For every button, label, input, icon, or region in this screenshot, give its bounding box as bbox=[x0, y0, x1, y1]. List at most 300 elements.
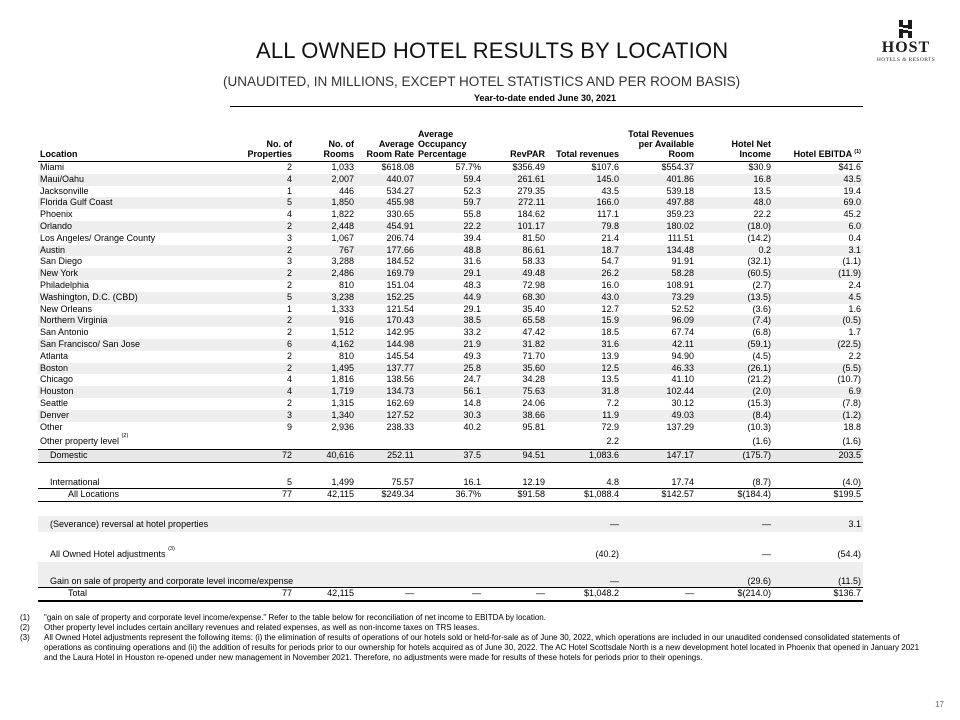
cell-ebitda: (54.4) bbox=[837, 548, 861, 559]
cell-location: Austin bbox=[38, 245, 238, 257]
cell-properties: 6 bbox=[238, 339, 294, 351]
cell-rate: 184.52 bbox=[386, 256, 414, 267]
cell-ebitda: 6.0 bbox=[773, 221, 863, 233]
cell-net-income: (1.6) bbox=[752, 436, 771, 447]
cell-properties: 2 bbox=[238, 245, 294, 257]
host-logo bbox=[870, 20, 942, 64]
cell-properties: 72 bbox=[238, 450, 294, 463]
cell-occupancy: 52.3 bbox=[463, 185, 481, 196]
table-row bbox=[38, 256, 863, 268]
footnote-ref: (3) bbox=[168, 545, 175, 552]
cell-occupancy: 40.2 bbox=[463, 421, 481, 432]
cell-rate: 238.33 bbox=[386, 421, 414, 432]
table-header-row bbox=[38, 128, 863, 162]
cell-trevpar: 67.74 bbox=[671, 327, 694, 338]
cell-ebitda: 2.2 bbox=[848, 350, 861, 361]
cell-location: Maui/Oahu bbox=[38, 174, 238, 186]
cell-trevpar: — bbox=[621, 588, 696, 601]
row-label bbox=[38, 433, 238, 450]
cell-occupancy: 33.2 bbox=[463, 327, 481, 338]
cell-ebitda: (11.9) bbox=[773, 268, 863, 280]
cell-properties: 2 bbox=[238, 315, 294, 327]
cell-rooms: 1,499 bbox=[294, 477, 356, 489]
cell-net-income: $(184.4) bbox=[696, 489, 773, 502]
cell-location: Philadelphia bbox=[40, 279, 90, 290]
cell-properties: 1 bbox=[286, 303, 292, 314]
footnote-text: "gain on sale of property and corporate level income/expense." Refer to the table below for reconciliation of net income to EBITDA by location. bbox=[44, 613, 546, 622]
cell-net-income: (4.5) bbox=[752, 350, 771, 361]
cell-total-revenues: — bbox=[547, 516, 621, 532]
cell-rate: 144.98 bbox=[356, 339, 416, 351]
cell-total-revenues: 117.1 bbox=[597, 209, 619, 220]
cell-location: Atlanta bbox=[40, 350, 69, 361]
cell-net-income: (8.7) bbox=[696, 477, 773, 489]
cell-occupancy: 21.9 bbox=[416, 339, 483, 351]
cell-net-income: — bbox=[762, 548, 771, 559]
cell-trevpar: 497.88 bbox=[621, 197, 696, 209]
cell-total-revenues: 31.6 bbox=[547, 339, 621, 351]
cell-ebitda: (5.5) bbox=[773, 363, 863, 375]
cell-rooms: 1,495 bbox=[294, 363, 356, 375]
cell-location: New Orleans bbox=[40, 303, 93, 314]
table-row bbox=[38, 221, 863, 233]
cell-occupancy: 29.1 bbox=[416, 268, 483, 280]
cell-revpar: 101.17 bbox=[483, 221, 547, 233]
cell-trevpar: 46.33 bbox=[621, 363, 696, 375]
cell-rooms: 2,936 bbox=[331, 421, 354, 432]
cell-ebitda: 2.4 bbox=[848, 279, 861, 290]
cell-ebitda: 45.2 bbox=[843, 209, 861, 220]
cell-net-income: (2.7) bbox=[752, 279, 771, 290]
cell-rooms: 1,850 bbox=[294, 197, 356, 209]
cell-occupancy: 24.7 bbox=[463, 374, 481, 385]
table-row bbox=[38, 162, 863, 174]
cell-net-income: 48.0 bbox=[696, 197, 773, 209]
cell-total-revenues: 4.8 bbox=[547, 477, 621, 489]
cell-location: Jacksonville bbox=[40, 185, 89, 196]
cell-net-income: (15.3) bbox=[747, 397, 771, 408]
cell-ebitda: (10.7) bbox=[837, 374, 861, 385]
table-row bbox=[38, 174, 863, 186]
cell-total-revenues: 43.5 bbox=[601, 185, 619, 196]
cell-rooms: 1,067 bbox=[331, 232, 354, 243]
cell-trevpar: 147.17 bbox=[621, 450, 696, 463]
cell-properties: 4 bbox=[286, 374, 292, 385]
row-label: All Locations bbox=[38, 489, 238, 502]
cell-total-revenues: 145.0 bbox=[547, 174, 621, 186]
table-row bbox=[38, 186, 863, 198]
gain-on-sale-row bbox=[38, 562, 863, 588]
domestic-row bbox=[38, 450, 863, 463]
cell-location: Northern Virginia bbox=[38, 315, 238, 327]
cell-trevpar: 96.09 bbox=[621, 315, 696, 327]
cell-occupancy: 30.3 bbox=[416, 410, 483, 422]
table-row bbox=[38, 233, 863, 245]
cell-net-income: (18.0) bbox=[696, 221, 773, 233]
cell-occupancy: 25.8 bbox=[416, 363, 483, 375]
table-row bbox=[38, 268, 863, 280]
cell-trevpar: 30.12 bbox=[671, 397, 694, 408]
cell-total-revenues: 18.5 bbox=[601, 327, 619, 338]
page-number: 17 bbox=[935, 700, 944, 709]
cell-occupancy: 31.6 bbox=[463, 256, 481, 267]
cell-net-income: (13.5) bbox=[696, 292, 773, 304]
cell-properties: 2 bbox=[286, 162, 292, 172]
col-header-occupancy: Average Occupancy Percentage bbox=[416, 128, 483, 162]
cell-total-revenues: $1,048.2 bbox=[547, 588, 621, 601]
table-row bbox=[38, 339, 863, 351]
cell-ebitda: 3.1 bbox=[773, 245, 863, 257]
cell-location: Phoenix bbox=[40, 209, 73, 220]
cell-rooms: 42,115 bbox=[294, 588, 356, 601]
cell-revpar: 94.51 bbox=[483, 450, 547, 463]
cell-ebitda: 19.4 bbox=[843, 185, 861, 196]
col-header-revpar: RevPAR bbox=[483, 128, 547, 162]
cell-revpar: 58.33 bbox=[522, 256, 545, 267]
cell-occupancy: 22.2 bbox=[416, 221, 483, 233]
cell-revpar: 184.62 bbox=[517, 209, 545, 220]
footnotes bbox=[20, 613, 920, 663]
cell-revpar: $356.49 bbox=[512, 162, 545, 172]
cell-properties: 3 bbox=[286, 256, 292, 267]
cell-revpar: 279.35 bbox=[517, 185, 545, 196]
footnote-number: (3) bbox=[20, 633, 30, 642]
cell-trevpar: 42.11 bbox=[621, 339, 696, 351]
cell-rate: 252.11 bbox=[356, 450, 416, 463]
cell-rate: $618.08 bbox=[381, 162, 414, 172]
cell-properties: 5 bbox=[238, 292, 294, 304]
cell-properties: 5 bbox=[238, 197, 294, 209]
cell-ebitda: $41.6 bbox=[838, 162, 861, 172]
cell-occupancy: 36.7% bbox=[416, 489, 483, 502]
cell-revpar: 31.82 bbox=[483, 339, 547, 351]
cell-properties: 2 bbox=[238, 221, 294, 233]
cell-total-revenues: 16.0 bbox=[601, 279, 619, 290]
cell-rate: 151.04 bbox=[386, 279, 414, 290]
cell-revpar: 75.63 bbox=[483, 386, 547, 398]
cell-location: Seattle bbox=[40, 397, 69, 408]
cell-net-income: $30.9 bbox=[748, 162, 771, 172]
cell-rate: — bbox=[356, 588, 416, 601]
cell-occupancy: — bbox=[416, 588, 483, 601]
cell-revpar: 49.48 bbox=[483, 268, 547, 280]
cell-ebitda: (1.1) bbox=[842, 256, 861, 267]
cell-rooms: 767 bbox=[294, 245, 356, 257]
cell-ebitda: 3.1 bbox=[773, 516, 863, 532]
cell-net-income: 22.2 bbox=[753, 209, 771, 220]
cell-occupancy: 39.4 bbox=[463, 232, 481, 243]
footnote-text: Other property level includes certain ancillary revenues and related expenses, as well as non-income taxes on TRS leases. bbox=[44, 623, 480, 632]
cell-ebitda: 203.5 bbox=[773, 450, 863, 463]
cell-trevpar: 111.51 bbox=[667, 232, 694, 243]
other-property-row bbox=[38, 433, 863, 450]
cell-total-revenues: 79.8 bbox=[547, 221, 621, 233]
cell-location: San Diego bbox=[40, 256, 83, 267]
table-row bbox=[38, 374, 863, 386]
cell-total-revenues: 26.2 bbox=[547, 268, 621, 280]
cell-total-revenues: 43.0 bbox=[547, 292, 621, 304]
cell-net-income: (6.8) bbox=[752, 327, 771, 338]
cell-total-revenues: 13.5 bbox=[601, 374, 619, 385]
cell-rate: 455.98 bbox=[356, 197, 416, 209]
cell-trevpar: 401.86 bbox=[621, 174, 696, 186]
cell-ebitda: 0.4 bbox=[848, 232, 861, 243]
table-row bbox=[38, 386, 863, 398]
row-label-text: Other property level bbox=[40, 436, 120, 447]
cell-revpar: 95.81 bbox=[522, 421, 545, 432]
cell-revpar: 81.50 bbox=[522, 232, 545, 243]
cell-occupancy: 56.1 bbox=[416, 386, 483, 398]
cell-net-income: (8.4) bbox=[696, 410, 773, 422]
cell-total-revenues: 166.0 bbox=[547, 197, 621, 209]
cell-net-income: 13.5 bbox=[753, 185, 771, 196]
cell-rooms: 1,816 bbox=[331, 374, 354, 385]
cell-ebitda: 43.5 bbox=[773, 174, 863, 186]
cell-rooms: 1,315 bbox=[331, 397, 354, 408]
cell-trevpar: 134.48 bbox=[621, 245, 696, 257]
cell-net-income: (29.6) bbox=[696, 562, 773, 588]
footnote-2 bbox=[20, 623, 920, 633]
footnote-number: (1) bbox=[20, 613, 30, 622]
cell-revpar: 86.61 bbox=[483, 245, 547, 257]
cell-occupancy: 44.9 bbox=[416, 292, 483, 304]
page-subtitle: (UNAUDITED, IN MILLIONS, EXCEPT HOTEL STATISTICS AND PER ROOM BASIS) bbox=[223, 74, 741, 89]
cell-rate: 330.65 bbox=[386, 209, 414, 220]
cell-properties: 1 bbox=[286, 185, 292, 196]
cell-rooms: 3,288 bbox=[331, 256, 354, 267]
cell-occupancy: 37.5 bbox=[416, 450, 483, 463]
cell-properties: 2 bbox=[286, 279, 292, 290]
cell-occupancy: 49.3 bbox=[463, 350, 481, 361]
cell-total-revenues: 12.5 bbox=[547, 363, 621, 375]
cell-rooms: 2,007 bbox=[294, 174, 356, 186]
table-row bbox=[38, 351, 863, 363]
cell-revpar: $91.58 bbox=[483, 489, 547, 502]
cell-occupancy: 57.7% bbox=[455, 162, 481, 172]
cell-revpar: 12.19 bbox=[483, 477, 547, 489]
cell-net-income: — bbox=[696, 516, 773, 532]
table-row bbox=[38, 304, 863, 316]
footnote-ref: (2) bbox=[121, 433, 129, 440]
all-locations-row bbox=[38, 489, 863, 502]
cell-trevpar: 102.44 bbox=[621, 386, 696, 398]
cell-location: Washington, D.C. (CBD) bbox=[38, 292, 238, 304]
col-header-rooms: No. of Rooms bbox=[294, 128, 356, 162]
cell-rate: 137.77 bbox=[356, 363, 416, 375]
period-divider bbox=[230, 106, 863, 107]
cell-total-revenues: (40.2) bbox=[595, 548, 619, 559]
cell-trevpar: 180.02 bbox=[621, 221, 696, 233]
cell-location: Boston bbox=[38, 363, 238, 375]
cell-trevpar: 58.28 bbox=[621, 268, 696, 280]
cell-net-income: (26.1) bbox=[696, 363, 773, 375]
cell-location: San Francisco/ San Jose bbox=[38, 339, 238, 351]
cell-properties: 4 bbox=[238, 174, 294, 186]
row-label: Domestic bbox=[38, 450, 238, 463]
cell-total-revenues: 21.4 bbox=[601, 232, 619, 243]
cell-total-revenues: 72.9 bbox=[601, 421, 619, 432]
cell-total-revenues: 31.8 bbox=[547, 386, 621, 398]
cell-revpar: 261.61 bbox=[483, 174, 547, 186]
cell-rooms: 2,486 bbox=[294, 268, 356, 280]
cell-location: Other bbox=[40, 421, 63, 432]
cell-occupancy: 38.5 bbox=[416, 315, 483, 327]
cell-location: Denver bbox=[38, 410, 238, 422]
cell-net-income: (32.1) bbox=[747, 256, 771, 267]
cell-total-revenues: $1,088.4 bbox=[547, 489, 621, 502]
cell-revpar: 65.58 bbox=[483, 315, 547, 327]
cell-net-income: 0.2 bbox=[696, 245, 773, 257]
footnote-1 bbox=[20, 613, 920, 623]
col-header-net-income: Hotel Net Income bbox=[696, 128, 773, 162]
cell-location: San Antonio bbox=[40, 327, 89, 338]
cell-ebitda: (22.5) bbox=[773, 339, 863, 351]
cell-trevpar: 73.29 bbox=[621, 292, 696, 304]
cell-revpar: 272.11 bbox=[483, 197, 547, 209]
cell-occupancy: 59.7 bbox=[416, 197, 483, 209]
cell-location: New York bbox=[38, 268, 238, 280]
cell-trevpar: 94.90 bbox=[671, 350, 694, 361]
table-row bbox=[38, 245, 863, 257]
cell-total-revenues: 13.9 bbox=[601, 350, 619, 361]
cell-net-income: (14.2) bbox=[747, 232, 771, 243]
cell-rooms: 1,512 bbox=[331, 327, 354, 338]
cell-net-income: (10.3) bbox=[747, 421, 771, 432]
cell-properties: 2 bbox=[286, 327, 292, 338]
cell-ebitda: 69.0 bbox=[773, 197, 863, 209]
cell-rate: 169.79 bbox=[356, 268, 416, 280]
footnote-ref: (1) bbox=[854, 149, 861, 155]
cell-rooms: 916 bbox=[294, 315, 356, 327]
cell-ebitda: 18.8 bbox=[843, 421, 861, 432]
cell-trevpar: 52.52 bbox=[671, 303, 694, 314]
row-label: Gain on sale of property and corporate level income/expense bbox=[38, 562, 356, 588]
cell-total-revenues: 1,083.6 bbox=[547, 450, 621, 463]
cell-revpar: 72.98 bbox=[522, 279, 545, 290]
cell-revpar: 47.42 bbox=[522, 327, 545, 338]
period-heading: Year-to-date ended June 30, 2021 bbox=[473, 93, 617, 103]
cell-total-revenues: 18.7 bbox=[547, 245, 621, 257]
cell-rate: 121.54 bbox=[386, 303, 414, 314]
cell-trevpar: $142.57 bbox=[621, 489, 696, 502]
cell-location: Chicago bbox=[40, 374, 74, 385]
international-row bbox=[38, 477, 863, 489]
cell-total-revenues: 7.2 bbox=[606, 397, 619, 408]
cell-location: Houston bbox=[38, 386, 238, 398]
cell-revpar: — bbox=[483, 588, 547, 601]
cell-ebitda: $136.7 bbox=[773, 588, 863, 601]
row-label: (Severance) reversal at hotel properties bbox=[38, 516, 238, 532]
cell-ebitda: 6.9 bbox=[773, 386, 863, 398]
cell-net-income: (2.0) bbox=[696, 386, 773, 398]
cell-trevpar: 17.74 bbox=[621, 477, 696, 489]
cell-rate: 138.56 bbox=[386, 374, 414, 385]
cell-net-income: (21.2) bbox=[747, 374, 771, 385]
cell-location: Los Angeles/ Orange County bbox=[40, 232, 156, 243]
table-row bbox=[38, 327, 863, 339]
cell-properties: 4 bbox=[238, 386, 294, 398]
table-row bbox=[38, 292, 863, 304]
cell-ebitda: (11.5) bbox=[773, 562, 863, 588]
cell-rooms: 1,822 bbox=[331, 209, 354, 220]
cell-properties: 3 bbox=[286, 232, 292, 243]
cell-trevpar: 359.23 bbox=[666, 209, 694, 220]
table-row bbox=[38, 422, 863, 434]
table-row bbox=[38, 209, 863, 221]
cell-trevpar: 49.03 bbox=[621, 410, 696, 422]
logo-wordmark: HOST bbox=[881, 39, 931, 56]
cell-properties: 9 bbox=[286, 421, 292, 432]
cell-rate: 134.73 bbox=[356, 386, 416, 398]
cell-rooms: 4,162 bbox=[294, 339, 356, 351]
col-header-ebitda bbox=[773, 128, 863, 162]
col-header-trevpar: Total Revenues per Available Room bbox=[621, 128, 696, 162]
cell-rate: 162.69 bbox=[386, 397, 414, 408]
cell-trevpar: 137.29 bbox=[666, 421, 694, 432]
cell-rate: 127.52 bbox=[356, 410, 416, 422]
cell-ebitda: (1.2) bbox=[773, 410, 863, 422]
cell-total-revenues: $107.6 bbox=[591, 162, 619, 172]
cell-rooms: 1,333 bbox=[331, 303, 354, 314]
footnote-3 bbox=[20, 633, 920, 663]
cell-properties: 77 bbox=[238, 489, 294, 502]
cell-total-revenues: 12.7 bbox=[601, 303, 619, 314]
spacer-row bbox=[38, 463, 863, 477]
cell-trevpar: 41.10 bbox=[671, 374, 694, 385]
cell-rate: 206.74 bbox=[386, 232, 414, 243]
cell-rooms: 3,238 bbox=[294, 292, 356, 304]
cell-rate: 534.27 bbox=[386, 185, 414, 196]
footnote-text: All Owned Hotel adjustments represent the following items: (i) the elimination of results of operations of our hotels sold or held-for-sale as of June 30, 2022, which operations are included in our unaudited condensed consolidated statements of operations as continuing operations and (ii) the addition of results for periods prior to our ownership for hotels acquired as of June 30, 2022. The AC Hotel Scottsdale North is a new development hotel located in Phoenix that opened in January 2021 and the Laura Hotel in Houston re-opened under new management in November 2021. Therefore, no adjustments were made for results of these hotels for periods prior to their openings. bbox=[44, 633, 920, 662]
cell-revpar: 35.40 bbox=[522, 303, 545, 314]
cell-location: Orlando bbox=[38, 221, 238, 233]
table-row bbox=[38, 315, 863, 327]
cell-rooms: 2,448 bbox=[294, 221, 356, 233]
cell-properties: 5 bbox=[238, 477, 294, 489]
cell-rooms: 810 bbox=[338, 350, 354, 361]
cell-rate: 145.54 bbox=[386, 350, 414, 361]
cell-total-revenues: 54.7 bbox=[601, 256, 619, 267]
col-header-properties: No. of Properties bbox=[238, 128, 294, 162]
cell-ebitda: (1.6) bbox=[842, 436, 861, 447]
cell-ebitda: 1.6 bbox=[848, 303, 861, 314]
cell-rate: 454.91 bbox=[356, 221, 416, 233]
col-header-total-revenues: Total revenues bbox=[547, 128, 621, 162]
cell-ebitda: (0.5) bbox=[773, 315, 863, 327]
cell-rate: $249.34 bbox=[356, 489, 416, 502]
cell-revpar: 71.70 bbox=[522, 350, 545, 361]
cell-net-income: 16.8 bbox=[696, 174, 773, 186]
spacer-row bbox=[38, 502, 863, 516]
cell-rate: 142.95 bbox=[386, 327, 414, 338]
cell-revpar: 38.66 bbox=[483, 410, 547, 422]
cell-rooms: 1,340 bbox=[294, 410, 356, 422]
row-label: Total bbox=[38, 588, 238, 601]
cell-rate: 170.43 bbox=[356, 315, 416, 327]
cell-rate: 177.66 bbox=[356, 245, 416, 257]
cell-properties: 2 bbox=[238, 363, 294, 375]
cell-rooms: 1,719 bbox=[294, 386, 356, 398]
cell-occupancy: 14.8 bbox=[463, 397, 481, 408]
table-row bbox=[38, 197, 863, 209]
cell-occupancy: 48.8 bbox=[416, 245, 483, 257]
cell-occupancy: 55.8 bbox=[463, 209, 481, 220]
cell-occupancy: 48.3 bbox=[463, 279, 481, 290]
cell-properties: 77 bbox=[238, 588, 294, 601]
cell-revpar: 68.30 bbox=[483, 292, 547, 304]
cell-rate: 440.07 bbox=[356, 174, 416, 186]
table-row bbox=[38, 363, 863, 375]
